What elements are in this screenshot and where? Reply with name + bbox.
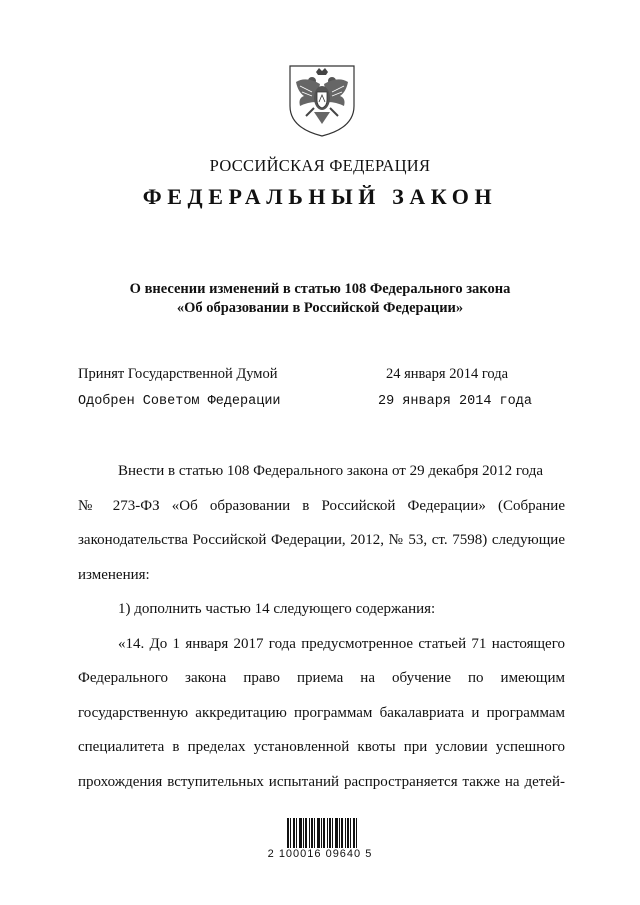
law-title (0, 280, 640, 318)
adoption-label-duma: Принят Государственной Думой (78, 366, 278, 382)
country-name: РОССИЙСКАЯ ФЕДЕРАЦИЯ (209, 156, 431, 175)
body-line: законодательства Российской Федерации, 2012, № 53, ст. 7598) следующие (78, 532, 565, 548)
body-line: № 273-ФЗ «Об образовании в Российской Федерации» (Собрание (78, 497, 565, 514)
document-type-heading: ФЕДЕРАЛЬНЫЙ ЗАКОН (142, 184, 498, 209)
body-line: 1) дополнить частью 14 следующего содержания: (118, 601, 436, 617)
adoption-date-council: 29 января 2014 года (378, 394, 532, 409)
body-line: специалитета в пределах установленной квоты при условии успешного (78, 739, 565, 755)
adoption-date-duma: 24 января 2014 года (386, 366, 509, 382)
body-line: прохождения вступительных испытаний распространяется также на детей- (78, 773, 565, 790)
barcode-number: 2 100016 09640 5 (267, 848, 373, 860)
law-body (78, 454, 565, 799)
body-line: изменения: (78, 566, 150, 583)
coat-of-arms-icon (284, 62, 360, 138)
body-line: Внести в статью 108 Федерального закона от 29 декабря 2012 года (118, 463, 544, 479)
law-title-line-2: «Об образовании в Российской Федерации» (176, 300, 464, 316)
law-title-line-1: О внесении изменений в статью 108 Федерального закона (129, 281, 511, 297)
adoption-label-council: Одобрен Советом Федерации (78, 394, 281, 409)
body-line: Федерального закона право приема на обучение по имеющим (78, 670, 565, 686)
body-line: «14. До 1 января 2017 года предусмотренное статьей 71 настоящего (118, 635, 565, 652)
body-line: государственную аккредитацию программам бакалавриата и программам (78, 704, 565, 721)
